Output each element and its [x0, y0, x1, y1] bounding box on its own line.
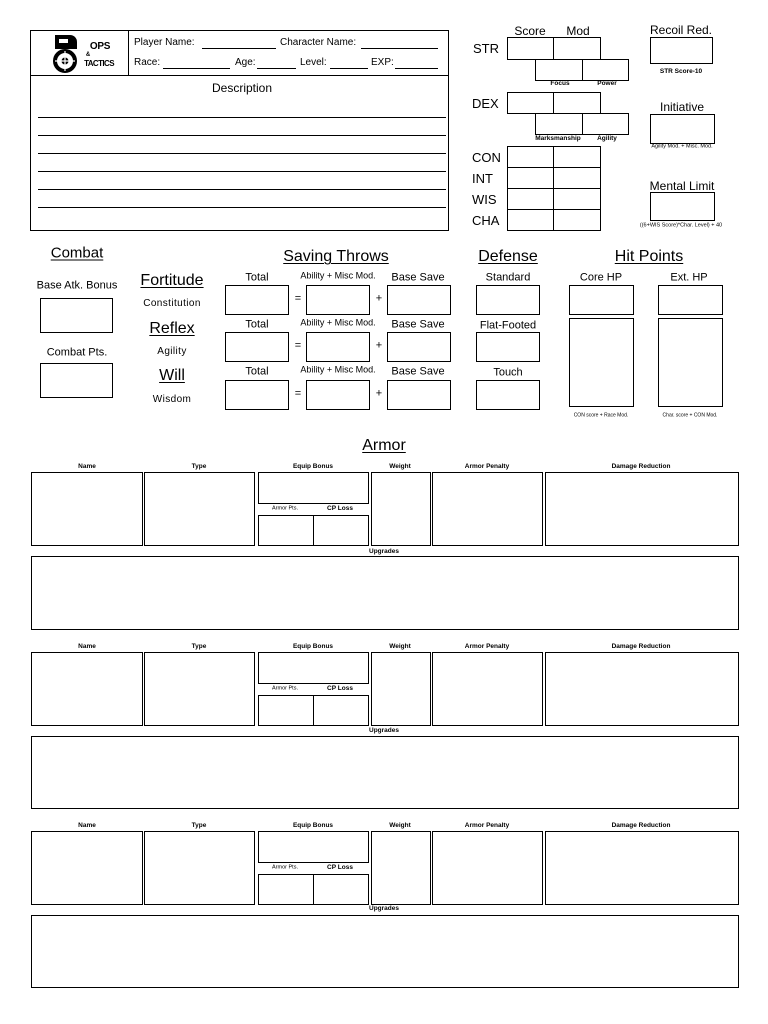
reflex-label: Reflex: [149, 320, 195, 337]
defense-touch-label: Touch: [493, 366, 523, 379]
reflex-ability: Agility: [157, 346, 187, 357]
description-title: Description: [211, 81, 273, 95]
armor-damage-reduction-box: [545, 652, 739, 726]
core-hp-formula: CON score + Race Mod.: [573, 412, 629, 419]
cha-label: CHA: [472, 213, 500, 228]
fortitude-total-label: Total: [245, 271, 269, 284]
armor-equip-bonus-box: [258, 472, 369, 504]
dex-score-box: [507, 92, 554, 114]
armor-name-label: Name: [78, 642, 96, 650]
int-label: INT: [472, 171, 493, 186]
reflex-total-label: Total: [245, 318, 269, 331]
dex-mod-box: [553, 92, 601, 114]
armor-weight-label: Weight: [389, 821, 411, 829]
armor-cp-loss-label: CP Loss: [327, 504, 353, 512]
cha-mod-box: [553, 209, 601, 231]
armor-points-label: Armor Pts.: [272, 864, 298, 871]
header-divider: [30, 75, 449, 76]
character-name-blank: [361, 48, 438, 49]
description-line: [38, 171, 446, 172]
armor-points-box: [258, 695, 314, 726]
mental-limit-box: [650, 192, 715, 221]
player-name-label: Player Name:: [134, 37, 195, 48]
fortitude-ability-misc-label: Ability + Misc Mod.: [300, 270, 376, 281]
fortitude-label: Fortitude: [140, 272, 204, 289]
armor-type-label: Type: [191, 821, 207, 829]
will-total-box: [225, 380, 289, 410]
dex-label: DEX: [472, 96, 499, 111]
str-mod-box: [553, 37, 601, 60]
str-score-box: [507, 37, 554, 60]
armor-weight-box: [371, 472, 431, 546]
fortitude-base-save-label: Base Save: [391, 271, 445, 284]
armor-equip-bonus-label: Equip Bonus: [292, 642, 334, 650]
description-line: [38, 189, 446, 190]
logo-emblem-icon: [50, 32, 84, 74]
str-label: STR: [473, 41, 499, 56]
will-label: Will: [159, 367, 185, 384]
description-line: [38, 153, 446, 154]
logo-text-tactics: TACTICS: [84, 59, 114, 68]
armor-equip-bonus-label: Equip Bonus: [292, 462, 334, 470]
armor-equip-bonus-label: Equip Bonus: [292, 821, 334, 829]
marksmanship-label: Marksmanship: [535, 134, 581, 142]
armor-equip-bonus-box: [258, 831, 369, 863]
description-line: [38, 117, 446, 118]
will-equals: =: [294, 387, 302, 400]
armor-weight-label: Weight: [389, 462, 411, 470]
armor-damage-reduction-label: Damage Reduction: [611, 462, 671, 470]
base-attack-box: [40, 298, 113, 333]
armor-equip-bonus-box: [258, 652, 369, 684]
cha-score-box: [507, 209, 554, 231]
marksmanship-box: [535, 113, 583, 135]
armor-name-label: Name: [78, 462, 96, 470]
fortitude-plus: +: [375, 292, 383, 305]
reflex-equals: =: [294, 339, 302, 352]
core-hp-label: Core HP: [579, 271, 623, 284]
con-label: CON: [472, 150, 501, 165]
defense-standard-box: [476, 285, 540, 315]
con-mod-box: [553, 146, 601, 168]
armor-points-label: Armor Pts.: [272, 505, 298, 512]
armor-upgrades-box: [31, 915, 739, 988]
armor-weight-box: [371, 652, 431, 726]
armor-type-label: Type: [191, 462, 207, 470]
combat-points-box: [40, 363, 113, 398]
armor-penalty-box: [432, 652, 543, 726]
initiative-box: [650, 114, 715, 144]
level-label: Level:: [300, 57, 327, 68]
defense-flat-footed-box: [476, 332, 540, 362]
int-score-box: [507, 167, 554, 189]
hit-points-title: Hit Points: [614, 248, 684, 265]
defense-title: Defense: [478, 248, 538, 265]
armor-upgrades-label: Upgrades: [369, 547, 399, 555]
armor-weight-label: Weight: [389, 642, 411, 650]
will-base-save-box: [387, 380, 451, 410]
agility-label: Agility: [597, 134, 617, 142]
recoil-reduction-title: Recoil Red.: [649, 23, 713, 37]
wis-label: WIS: [472, 192, 497, 207]
int-mod-box: [553, 167, 601, 189]
armor-name-box: [31, 831, 143, 905]
exp-label: EXP:: [371, 57, 394, 68]
recoil-reduction-formula: STR Score-10: [659, 67, 703, 75]
saving-throws-title: Saving Throws: [283, 248, 389, 265]
armor-points-label: Armor Pts.: [272, 685, 298, 692]
armor-penalty-box: [432, 831, 543, 905]
ext-hp-formula: Char. score + CON Mod.: [662, 412, 718, 419]
armor-cp-loss-label: CP Loss: [327, 863, 353, 871]
defense-flat-footed-label: Flat-Footed: [479, 319, 537, 332]
armor-cp-loss-box: [313, 874, 369, 905]
core-hp-tracker-box: [569, 318, 634, 407]
ext-hp-label: Ext. HP: [670, 271, 708, 284]
mental-limit-title: Mental Limit: [649, 179, 715, 193]
will-base-save-label: Base Save: [391, 365, 445, 378]
player-name-blank: [202, 48, 276, 49]
initiative-formula: Agility Mod. + Misc. Mod.: [651, 143, 713, 150]
con-score-box: [507, 146, 554, 168]
reflex-plus: +: [375, 339, 383, 352]
level-blank: [330, 68, 368, 69]
armor-damage-reduction-label: Damage Reduction: [611, 821, 671, 829]
wis-mod-box: [553, 188, 601, 210]
recoil-reduction-box: [650, 37, 713, 64]
reflex-ability-misc-label: Ability + Misc Mod.: [300, 317, 376, 328]
ext-hp-max-box: [658, 285, 723, 315]
armor-upgrades-label: Upgrades: [369, 726, 399, 734]
agility-box: [582, 113, 629, 135]
exp-blank: [395, 68, 438, 69]
armor-cp-loss-box: [313, 515, 369, 546]
defense-touch-box: [476, 380, 540, 410]
mental-limit-formula: ((6+WIS Score)*Char. Level) + 40: [639, 222, 723, 229]
initiative-title: Initiative: [659, 100, 705, 114]
armor-penalty-label: Armor Penalty: [464, 642, 510, 650]
mod-header: Mod: [566, 24, 590, 38]
fortitude-base-save-box: [387, 285, 451, 315]
description-line: [38, 207, 446, 208]
reflex-total-box: [225, 332, 289, 362]
armor-cp-loss-box: [313, 695, 369, 726]
age-label: Age:: [235, 57, 256, 68]
reflex-base-save-label: Base Save: [391, 318, 445, 331]
score-header: Score: [514, 24, 546, 38]
focus-label: Focus: [550, 79, 570, 87]
logo-text-ops: OPS: [89, 41, 111, 52]
defense-standard-label: Standard: [485, 271, 531, 284]
will-total-label: Total: [245, 365, 269, 378]
character-name-label: Character Name:: [280, 37, 357, 48]
armor-title: Armor: [362, 437, 406, 454]
armor-name-box: [31, 472, 143, 546]
reflex-base-save-box: [387, 332, 451, 362]
description-line: [38, 135, 446, 136]
armor-type-label: Type: [191, 642, 207, 650]
fortitude-ability-misc-box: [306, 285, 370, 315]
age-blank: [257, 68, 296, 69]
race-label: Race:: [134, 57, 161, 68]
armor-points-box: [258, 874, 314, 905]
wis-score-box: [507, 188, 554, 210]
will-ability: Wisdom: [152, 394, 192, 405]
armor-penalty-label: Armor Penalty: [464, 462, 510, 470]
armor-damage-reduction-label: Damage Reduction: [611, 642, 671, 650]
combat-title: Combat: [50, 244, 104, 262]
armor-weight-box: [371, 831, 431, 905]
combat-points-label: Combat Pts.: [46, 346, 108, 359]
ext-hp-tracker-box: [658, 318, 723, 407]
logo-text-amp: &: [85, 52, 91, 58]
armor-name-box: [31, 652, 143, 726]
armor-name-label: Name: [78, 821, 96, 829]
armor-penalty-box: [432, 472, 543, 546]
reflex-ability-misc-box: [306, 332, 370, 362]
power-label: Power: [597, 79, 617, 87]
focus-box: [535, 59, 583, 81]
armor-upgrades-box: [31, 736, 739, 809]
logo-cell-divider: [128, 30, 129, 76]
armor-type-box: [144, 831, 255, 905]
armor-type-box: [144, 652, 255, 726]
armor-type-box: [144, 472, 255, 546]
fortitude-ability: Constitution: [143, 298, 201, 309]
power-box: [582, 59, 629, 81]
armor-damage-reduction-box: [545, 831, 739, 905]
armor-penalty-label: Armor Penalty: [464, 821, 510, 829]
core-hp-max-box: [569, 285, 634, 315]
armor-damage-reduction-box: [545, 472, 739, 546]
race-blank: [163, 68, 230, 69]
armor-points-box: [258, 515, 314, 546]
fortitude-total-box: [225, 285, 289, 315]
will-ability-misc-box: [306, 380, 370, 410]
armor-cp-loss-label: CP Loss: [327, 684, 353, 692]
fortitude-equals: =: [294, 292, 302, 305]
will-plus: +: [375, 387, 383, 400]
will-ability-misc-label: Ability + Misc Mod.: [300, 364, 376, 375]
armor-upgrades-label: Upgrades: [369, 904, 399, 912]
armor-upgrades-box: [31, 556, 739, 630]
base-attack-label: Base Atk. Bonus: [36, 279, 118, 292]
